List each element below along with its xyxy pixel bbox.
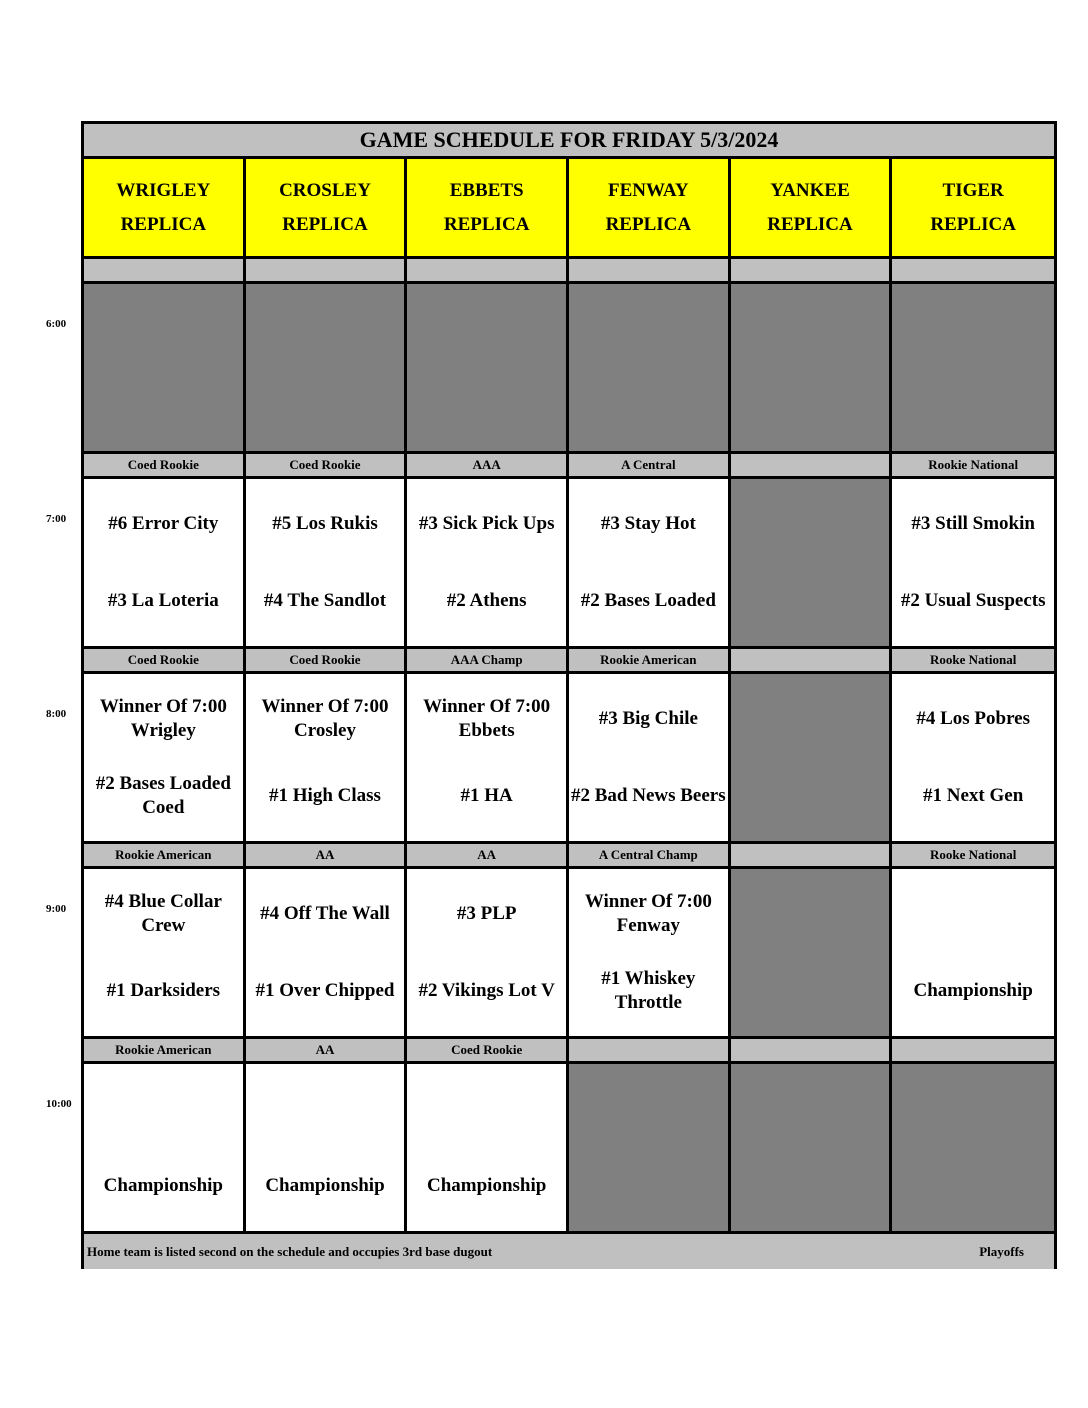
home-team: #3 La Loteria [107, 590, 219, 612]
field-header-yankee [731, 159, 893, 259]
field-subtitle: REPLICA [930, 213, 1016, 235]
unused-slot [892, 284, 1054, 454]
time-label: 8:00 [46, 708, 67, 720]
away-team: Winner Of 7:00 Ebbets [423, 695, 551, 741]
unused-slot [892, 1064, 1054, 1234]
home-team: #2 Bases Loaded [580, 590, 716, 612]
schedule-table [81, 121, 1057, 1269]
game-cell [84, 479, 246, 649]
home-team: #1 High Class [269, 785, 381, 807]
away-team: #3 Still Smokin [911, 512, 1035, 534]
division-label: Rooke National [892, 649, 1054, 674]
division-label [731, 1039, 893, 1064]
unused-slot [569, 1064, 731, 1234]
field-name: CROSLEY [279, 179, 371, 201]
division-label: Coed Rookie [246, 454, 408, 479]
game-cell [246, 1064, 408, 1234]
field-subtitle: REPLICA [120, 213, 207, 235]
division-label: Rookie National [892, 454, 1054, 479]
time-label: 7:00 [46, 513, 67, 525]
field-name: WRIGLEY [116, 179, 211, 201]
field-subtitle: REPLICA [282, 213, 368, 235]
division-label [731, 844, 893, 869]
schedule-footer [84, 1234, 1054, 1269]
away-team: #4 Los Pobres [916, 707, 1030, 729]
game-cell [84, 1064, 246, 1234]
footer-note: Home team is listed second on the schedule and occupies 3rd base dugout [87, 1243, 493, 1259]
game-cell [246, 869, 408, 1039]
game-cell [569, 479, 731, 649]
game-cell [569, 869, 731, 1039]
division-label: Coed Rookie [84, 454, 246, 479]
unused-slot [569, 284, 731, 454]
away-team: #3 PLP [456, 902, 517, 924]
unused-slot [246, 284, 408, 454]
unused-slot [731, 1064, 893, 1234]
home-team: #2 Bases Loaded Coed [95, 773, 231, 819]
division-label: AA [246, 844, 408, 869]
division-label: A Central Champ [569, 844, 731, 869]
home-team: #1 Whiskey Throttle [601, 968, 696, 1014]
away-team: Winner Of 7:00 Fenway [584, 890, 712, 936]
division-label: A Central [569, 454, 731, 479]
away-team: #5 Los Rukis [272, 512, 378, 534]
away-team: #3 Stay Hot [600, 512, 696, 534]
field-subtitle: REPLICA [605, 213, 692, 235]
time-label: 9:00 [46, 903, 67, 915]
field-header-fenway [569, 159, 731, 259]
division-label: AAA [407, 454, 569, 479]
field-header-tiger [892, 159, 1054, 259]
unused-slot [84, 284, 246, 454]
home-team: Championship [426, 1175, 547, 1197]
home-team: Championship [913, 980, 1033, 1002]
division-label: Rookie American [84, 844, 246, 869]
home-team: #2 Bad News Beers [571, 785, 726, 807]
away-team: #6 Error City [108, 512, 219, 534]
schedule-title: GAME SCHEDULE FOR FRIDAY 5/3/2024 [84, 124, 1054, 159]
home-team: #2 Usual Suspects [900, 590, 1046, 612]
game-cell [407, 1064, 569, 1234]
division-label [892, 1039, 1054, 1064]
division-label [731, 649, 893, 674]
game-cell [246, 674, 408, 844]
field-name: YANKEE [770, 179, 850, 201]
game-cell [892, 869, 1054, 1039]
home-team: #1 Darksiders [106, 980, 221, 1002]
away-team: #4 Off The Wall [260, 902, 390, 924]
away-team: Winner Of 7:00 Wrigley [99, 695, 227, 741]
home-team: Championship [265, 1175, 385, 1197]
game-cell [892, 479, 1054, 649]
game-cell [569, 674, 731, 844]
unused-slot [731, 284, 893, 454]
field-header-ebbets [407, 159, 569, 259]
field-name: FENWAY [608, 179, 689, 201]
time-label: 10:00 [46, 1098, 72, 1110]
division-label: AA [407, 844, 569, 869]
division-label: AAA Champ [407, 649, 569, 674]
game-cell [407, 869, 569, 1039]
division-label: AA [246, 1039, 408, 1064]
game-cell [84, 674, 246, 844]
division-label: Rookie American [84, 1039, 246, 1064]
field-subtitle: REPLICA [767, 213, 853, 235]
division-label [731, 259, 893, 284]
time-label: 6:00 [46, 318, 67, 330]
division-label: Rookie American [569, 649, 731, 674]
unused-slot [731, 869, 893, 1039]
home-team: #1 Next Gen [923, 785, 1024, 807]
away-team: #4 Blue Collar Crew [104, 890, 222, 936]
away-team: #3 Big Chile [598, 707, 698, 729]
division-label [569, 259, 731, 284]
away-team: #3 Sick Pick Ups [418, 512, 555, 534]
field-subtitle: REPLICA [443, 213, 530, 235]
division-label [246, 259, 408, 284]
field-header-crosley [246, 159, 408, 259]
game-cell [407, 479, 569, 649]
field-header-wrigley [84, 159, 246, 259]
division-label: Coed Rookie [246, 649, 408, 674]
division-label [84, 259, 246, 284]
division-label [731, 454, 893, 479]
unused-slot [407, 284, 569, 454]
field-name: EBBETS [449, 179, 524, 201]
division-label [892, 259, 1054, 284]
division-label: Rooke National [892, 844, 1054, 869]
home-team: #1 Over Chipped [255, 980, 395, 1002]
unused-slot [731, 674, 893, 844]
field-name: TIGER [942, 179, 1004, 201]
footer-playoffs: Playoffs [979, 1243, 1024, 1259]
away-team: Winner Of 7:00 Crosley [261, 695, 389, 741]
division-label [569, 1039, 731, 1064]
home-team: #1 HA [460, 785, 513, 807]
home-team: Championship [103, 1175, 223, 1197]
unused-slot [731, 479, 893, 649]
division-label: Coed Rookie [84, 649, 246, 674]
home-team: #2 Athens [446, 590, 527, 612]
division-label [407, 259, 569, 284]
game-cell [892, 674, 1054, 844]
game-cell [407, 674, 569, 844]
game-cell [84, 869, 246, 1039]
home-team: #4 The Sandlot [263, 590, 387, 612]
home-team: #2 Vikings Lot V [418, 980, 555, 1002]
division-label: Coed Rookie [407, 1039, 569, 1064]
game-cell [246, 479, 408, 649]
